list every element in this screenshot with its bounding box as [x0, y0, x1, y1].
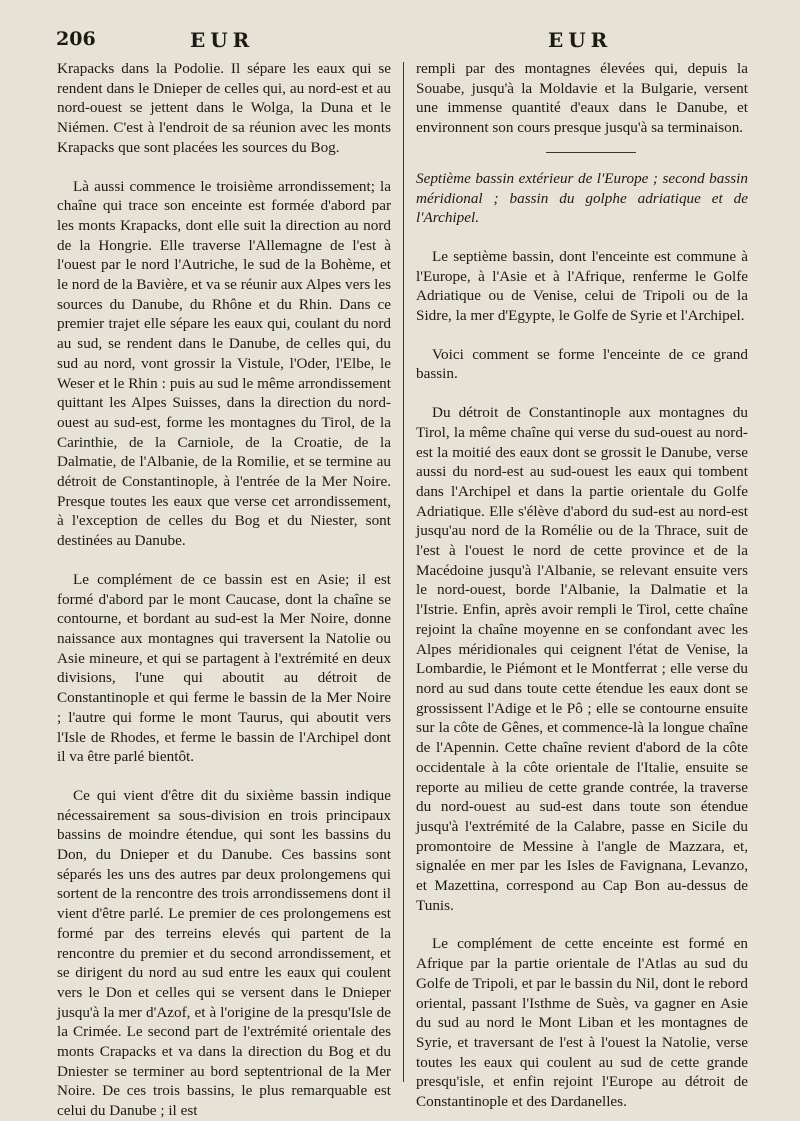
running-head-right: EUR [548, 28, 613, 52]
right-paragraph-5: Le complément de cette enceinte est formé en Afrique par la partie orientale de l'Atlas au sud du Golfe de Tripoli, et par le bassin du Nil, dont le rebord oriental, passant l'Isthme de Suès, va gagner en Asie du sud au nord le Mont Liban et les montagnes de Syrie, et traversant de l'est à l'ouest la Natolie, verse toutes les eaux qui coulent au sud de cette grande presqu'isle, et enfin rejoint l'Europe au détroit de Constantinople et des Dardanelles. [416, 935, 748, 1111]
left-column [57, 59, 391, 1121]
right-paragraph-2: Le septième bassin, dont l'enceinte est commune à l'Europe, à l'Asie et à l'Afrique, renferme le Golfe Adriatique ou de Venise, celui de Tripoli ou de la Sidre, la mer d'Egypte, le Golfe de Syrie et l'Archipel. [416, 247, 748, 325]
right-paragraph-4: Du détroit de Constantinople aux montagnes du Tirol, la même chaîne qui verse du sud-ouest au nord-est la moitié des eaux dont se grossit le Danube, verse aussi du nord-est au sud-ouest les eaux qui tombent dans l'Archipel et dans la partie orientale du Golfe Adriatique. Elle s'élève d'abord du sud-est au nord-est jusqu'au nord de la Romélie ou de la Thrace, suit de l'est à l'ouest le nord de cette province et de la Macédoine jusqu'à l'Albanie, se relevant ensuite vers le nord-ouest, borde l'Albanie, la Dalmatie et la l'Istrie. Enfin, après avoir rempli le Tirol, cette chaîne rejoint la chaîne moyenne en se confondant avec les Alpes méridionales qui ceignent l'état de Venise, la Lombardie, le Piémont et le Montferrat ; elle verse du nord au sud dans toute cette étendue les eaux dont se grossissent l'Adige et le Pô ; elle se contourne ensuite sur la côte de Gênes, et commence-là la longue chaîne de l'Apennin. Cette chaîne revient d'abord de la côte occidentale à la côte orientale de l'Italie, ensuite se reporte au milieu de cette grande contrée, la traverse du nord-ouest au sud-est dans toute son étendue jusqu'à l'extrémité de la Calabre, passe en Sicile du promontoire de Messine à l'angle de Mazzara, et, signalée en mer par les Isles de Favignana, Levanzo, et Mazettina, correspond au Cap Bon au-dessus de Tunis. [416, 404, 748, 914]
section-separator [546, 152, 636, 153]
section-title: Septième bassin extérieur de l'Europe ; second bassin méridional ; bassin du golphe adriatique et de l'Archipel. [416, 169, 748, 227]
left-paragraph-1: Krapacks dans la Podolie. Il sépare les eaux qui se rendent dans le Dnieper de celles qui, au nord-est et au nord-ouest se jettent dans le Wolga, la Duna et le Niémen. C'est à l'endroit de sa réunion avec les monts Krapacks que sont placées les sources du Bog. [57, 60, 391, 156]
right-column [416, 59, 748, 1112]
right-paragraph-3: Voici comment se forme l'enceinte de ce grand bassin. [416, 345, 748, 383]
column-divider [403, 62, 404, 1082]
page-header [0, 28, 800, 58]
running-head-left: EUR [190, 28, 255, 52]
left-paragraph-4: Ce qui vient d'être dit du sixième bassin indique nécessairement sa sous-division en trois principaux bassins de moindre étendue, qui sont les bassins du Don, du Dnieper et du Danube. Ces bassins sont séparés les uns des autres par deux prolongemens qui sortent de la rencontre des trois arrondissemens dont il vient d'être parlé. Le premier de ces prolongemens est formé par des terreins elevés qui partent de la rencontre du premier et du second arrondissement, et se dirigent du nord au sud entre les eaux qui coulent vers le Don et celles qui se versent dans le Dnieper jusqu'à la mer d'Azof, et à l'origine de la presqu'Isle de la Crimée. Le second part de l'extrémité orientale des monts Crapacks et va dans la direction du Bog et du Dniester se terminer au bord septentrional de la Mer Noire. De ces trois bassins, le plus remarquable est celui du Danube ; il est [57, 786, 391, 1120]
left-paragraph-2: Là aussi commence le troisième arrondissement; la chaîne qui trace son enceinte est formée d'abord par les monts Krapacks, dont elle suit la direction au nord de la Hongrie. Elle traverse l'Allemagne de l'est à l'ouest par le nord l'Autriche, le sud de la Bohème, et le nord de la Bavière, et va se réunir aux Alpes vers les sources du Danube, du Rhône et du Rhin. Dans ce premier trajet elle sépare les eaux qui, coulant du nord au sud, se rendent dans le Danube, de celles qui, du sud au nord, vont grossir la Vistule, l'Oder, l'Elbe, le Weser et le Rhin : puis au sud le même arrondissement quittant les Alpes Suisses, dans la direction du nord-ouest au sud-est, forme les montagnes du Tirol, de la Carinthie, de la Carniole, de la Croatie, de la Dalmatie, de l'Albanie, de la Romilie, et se termine au détroit de Constantinople, à l'entrée de la Mer Noire. Presque toutes les eaux que verse cet arrondissement, à l'exception de celles du Bog et du Niester, sont destinées au Danube. [57, 177, 391, 550]
page-number: 206 [56, 28, 96, 50]
right-paragraph-1: rempli par des montagnes élevées qui, depuis la Souabe, jusqu'à la Moldavie et la Bulgarie, versent une immense quantité d'eaux dans le Danube, et environnent son cours presque jusqu'à sa terminaison. [416, 60, 748, 137]
left-paragraph-3: Le complément de ce bassin est en Asie; il est formé d'abord par le mont Caucase, dont la chaîne se contourne, et bordant au sud-est la Mer Noire, donne naissance aux montagnes qui traversent la Natolie ou Asie mineure, et qui se partagent à l'extrémité en deux divisions, l'une qui aboutit au détroit de Constantinople et qui ferme le bassin de la Mer Noire ; l'autre qui forme le mont Taurus, qui aboutit vers l'Isle de Rhodes, et ferme le bassin de l'Archipel dont il va être parlé bientôt. [57, 570, 391, 766]
